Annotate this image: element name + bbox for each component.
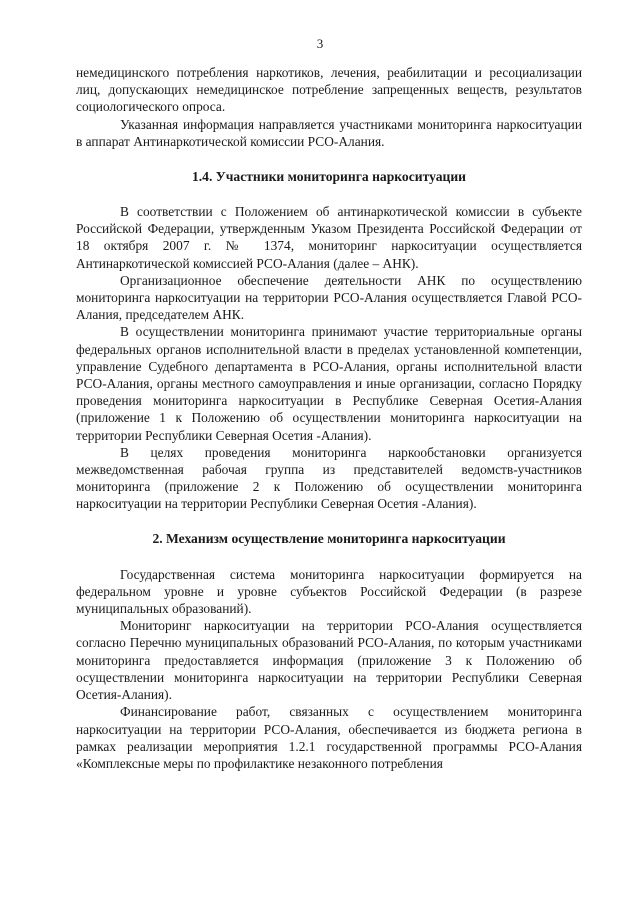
- paragraph: Мониторинг наркоситуации на территории РСО-Алания осуществляется согласно Перечню муниципальных образований РСО-Алания, по которым участниками мониторинга предоставляется информация (приложение 3 к Положению об осуществлении мониторинга наркоситуации на территории Республики Северная Осетия-Алания).: [76, 618, 582, 703]
- section-heading-2: 2. Механизм осуществление мониторинга наркоситуации: [152, 530, 506, 546]
- document-body: [76, 64, 582, 772]
- paragraph: Организационное обеспечение деятельности АНК по осуществлению мониторинга наркоситуации на территории РСО-Алания осуществляется Главой РСО-Алания, председателем АНК.: [76, 272, 582, 323]
- paragraph: В целях проведения мониторинга наркообстановки организуется межведомственная рабочая группа из представителей ведомств-участников мониторинга (приложение 2 к Положению об осуществлении мониторинга наркоситуации на территории Республики Северная Осетия -Алания).: [76, 444, 582, 512]
- section-heading-1-4: 1.4. Участники мониторинга наркоситуации: [191, 169, 466, 185]
- paragraph: Государственная система мониторинга наркоситуации формируется на федеральном уровне и уровне субъектов Российской Федерации (в разрезе муниципальных образований).: [76, 566, 582, 617]
- paragraph: В соответствии с Положением об антинаркотической комиссии в субъекте Российской Федерации, утвержденным Указом Президента Российской Федерации от 18 октября 2007 г. № 1374, мониторинг наркоситуации осуществляется Антинаркотической комиссией РСО-Алания (далее – АНК).: [76, 204, 582, 271]
- paragraph-continuation: немедицинского потребления наркотиков, лечения, реабилитации и ресоциализации лиц, допускающих немедицинское потребление запрещенных веществ, результатов социологического опроса.: [76, 65, 582, 115]
- paragraph: Указанная информация направляется участниками мониторинга наркоситуации в аппарат Антинаркотической комиссии РСО-Алания.: [76, 116, 582, 149]
- paragraph: Финансирование работ, связанных с осуществлением мониторинга наркоситуации на территории РСО-Алания, обеспечивается из бюджета региона в рамках реализации мероприятия 1.2.1 государственной программы РСО-Алания «Комплексные меры по профилактике незаконного потребления: [76, 704, 582, 771]
- page-number: 3: [316, 36, 324, 51]
- paragraph: В осуществлении мониторинга принимают участие территориальные органы федеральных органов исполнительной власти в пределах установленной компетенции, управление Судебного департамента в РСО-Алания, органы исполнительной власти РСО-Алания, органы местного самоуправления и иные организации, согласно Порядку проведения мониторинга наркоситуации в Республике Северная Осетия-Алания (приложение 1 к Положению об осуществлении мониторинга наркоситуации на территории Республики Северная Осетия -Алания).: [76, 324, 582, 443]
